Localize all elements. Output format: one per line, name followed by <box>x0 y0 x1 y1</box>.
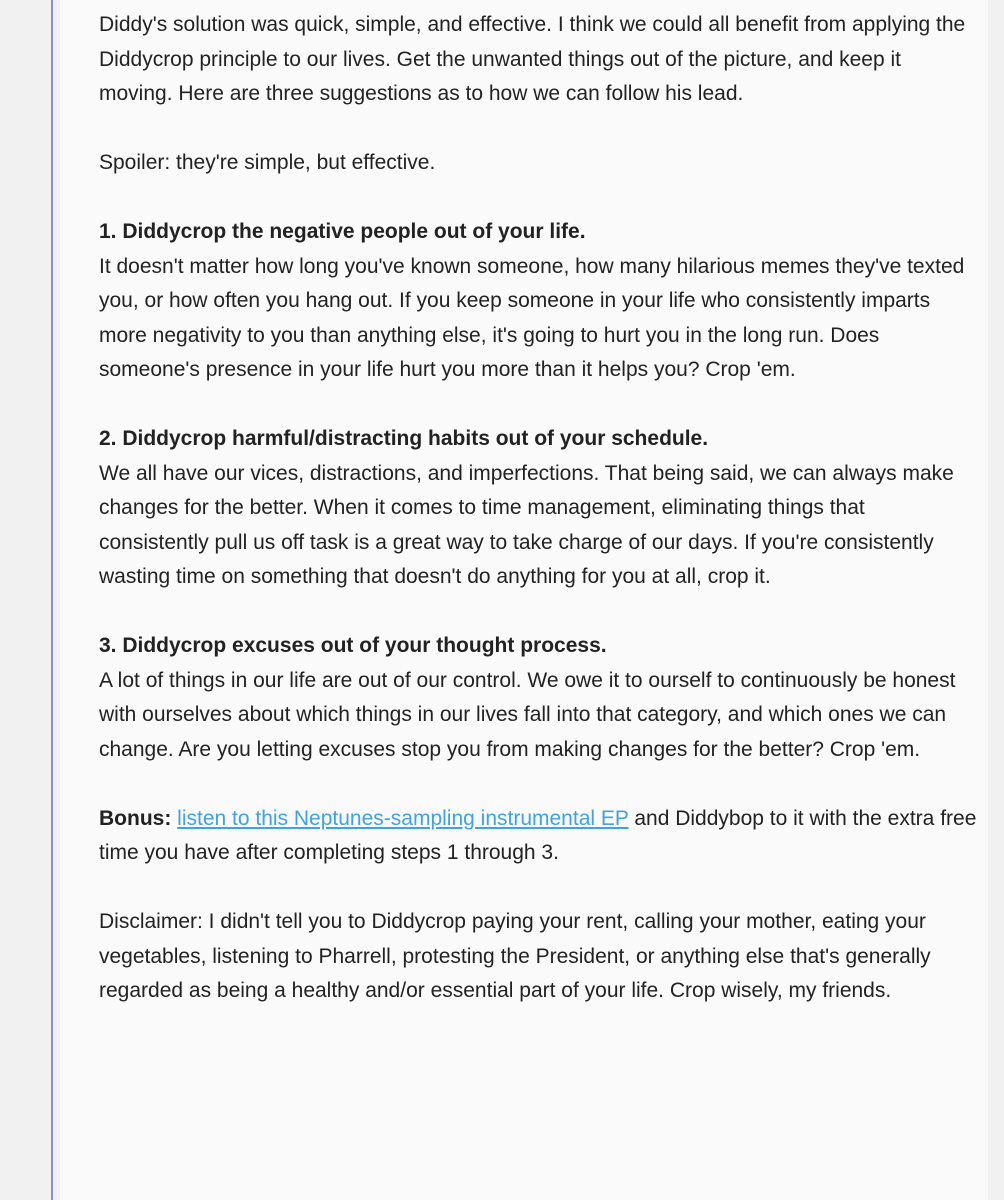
bonus-label: Bonus: <box>99 806 172 830</box>
blockquote-rule <box>51 0 53 1200</box>
section-body: A lot of things in our life are out of our control. We owe it to ourself to continuously be honest with ourselves about which things in our lives fall into that category, and which ones we can change. Are you letting excuses stop you from making changes for the better? Crop 'em. <box>99 668 956 761</box>
neptunes-ep-link[interactable]: listen to this Neptunes-sampling instrumental EP <box>177 806 629 830</box>
bonus-text: and Diddybop to it with the extra free time you have after completing steps 1 through 3. <box>99 806 977 864</box>
section-heading: 1. Diddycrop the negative people out of your life. <box>99 220 586 243</box>
section-3 <box>99 629 979 767</box>
intro-paragraph: Diddy's solution was quick, simple, and effective. I think we could all benefit from applying the Diddycrop principle to our lives. Get the unwanted things out of the picture, and keep it moving. Here are three suggestions as to how we can follow his lead. <box>99 13 966 105</box>
section-body: It doesn't matter how long you've known someone, how many hilarious memes they've texted you, or how often you hang out. If you keep someone in your life who consistently imparts more negativity to you than anything else, it's going to hurt you in the long run. Does someone's presence in your life hurt you more than it helps you? Crop 'em. <box>99 254 965 381</box>
section-1 <box>99 215 979 388</box>
section-2 <box>99 422 979 595</box>
disclaimer-paragraph: Disclaimer: I didn't tell you to Diddycrop paying your rent, calling your mother, eating your vegetables, listening to Pharrell, protesting the President, or anything else that's generally regarded as being a healthy and/or essential part of your life. Crop wisely, my friends. <box>99 910 931 1002</box>
article-body <box>99 8 979 1043</box>
section-body: We all have our vices, distractions, and imperfections. That being said, we can always make changes for the better. When it comes to time management, eliminating things that consistently pull us off task is a great way to take charge of our days. If you're consistently wasting time on something that doesn't do anything for you at all, crop it. <box>99 461 954 588</box>
section-heading: 2. Diddycrop harmful/distracting habits out of your schedule. <box>99 427 709 450</box>
section-heading: 3. Diddycrop excuses out of your thought process. <box>99 634 607 657</box>
spoiler-paragraph: Spoiler: they're simple, but effective. <box>99 151 436 174</box>
bonus-paragraph <box>99 802 979 871</box>
